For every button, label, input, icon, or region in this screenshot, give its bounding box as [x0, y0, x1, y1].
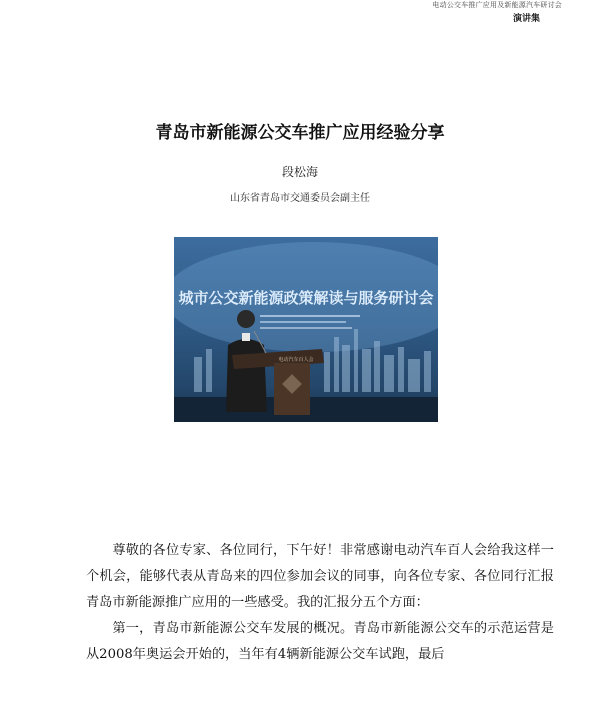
author-name: 段松海 [281, 165, 318, 179]
running-header: 电动公交车推广应用及新能源汽车研讨会 [432, 1, 562, 9]
body-text [86, 538, 554, 668]
speaker-photo [174, 237, 438, 422]
photo-illustration [174, 237, 438, 422]
author-affiliation: 山东省青岛市交通委员会副主任 [230, 193, 370, 204]
paragraph: 第一，青岛市新能源公交车发展的概况。青岛市新能源公交车的示范运营是从2008年奥运会开始的，当年有4辆新能源公交车试跑，最后 [86, 621, 554, 662]
paragraph: 尊敬的各位专家、各位同行，下午好！非常感谢电动汽车百人会给我这样一个机会，能够代表从青岛来的四位参加会议的同事，向各位专家、各位同行汇报青岛市新能源推广应用的一些感受。我的汇报分五个方面： [86, 543, 554, 610]
page-title: 青岛市新能源公交车推广应用经验分享 [155, 123, 445, 143]
podium-label: 电动汽车百人会 [278, 357, 314, 363]
section-label: 演讲集 [512, 14, 540, 24]
banner-title: 城市公交新能源政策解读与服务研讨会 [178, 289, 434, 307]
